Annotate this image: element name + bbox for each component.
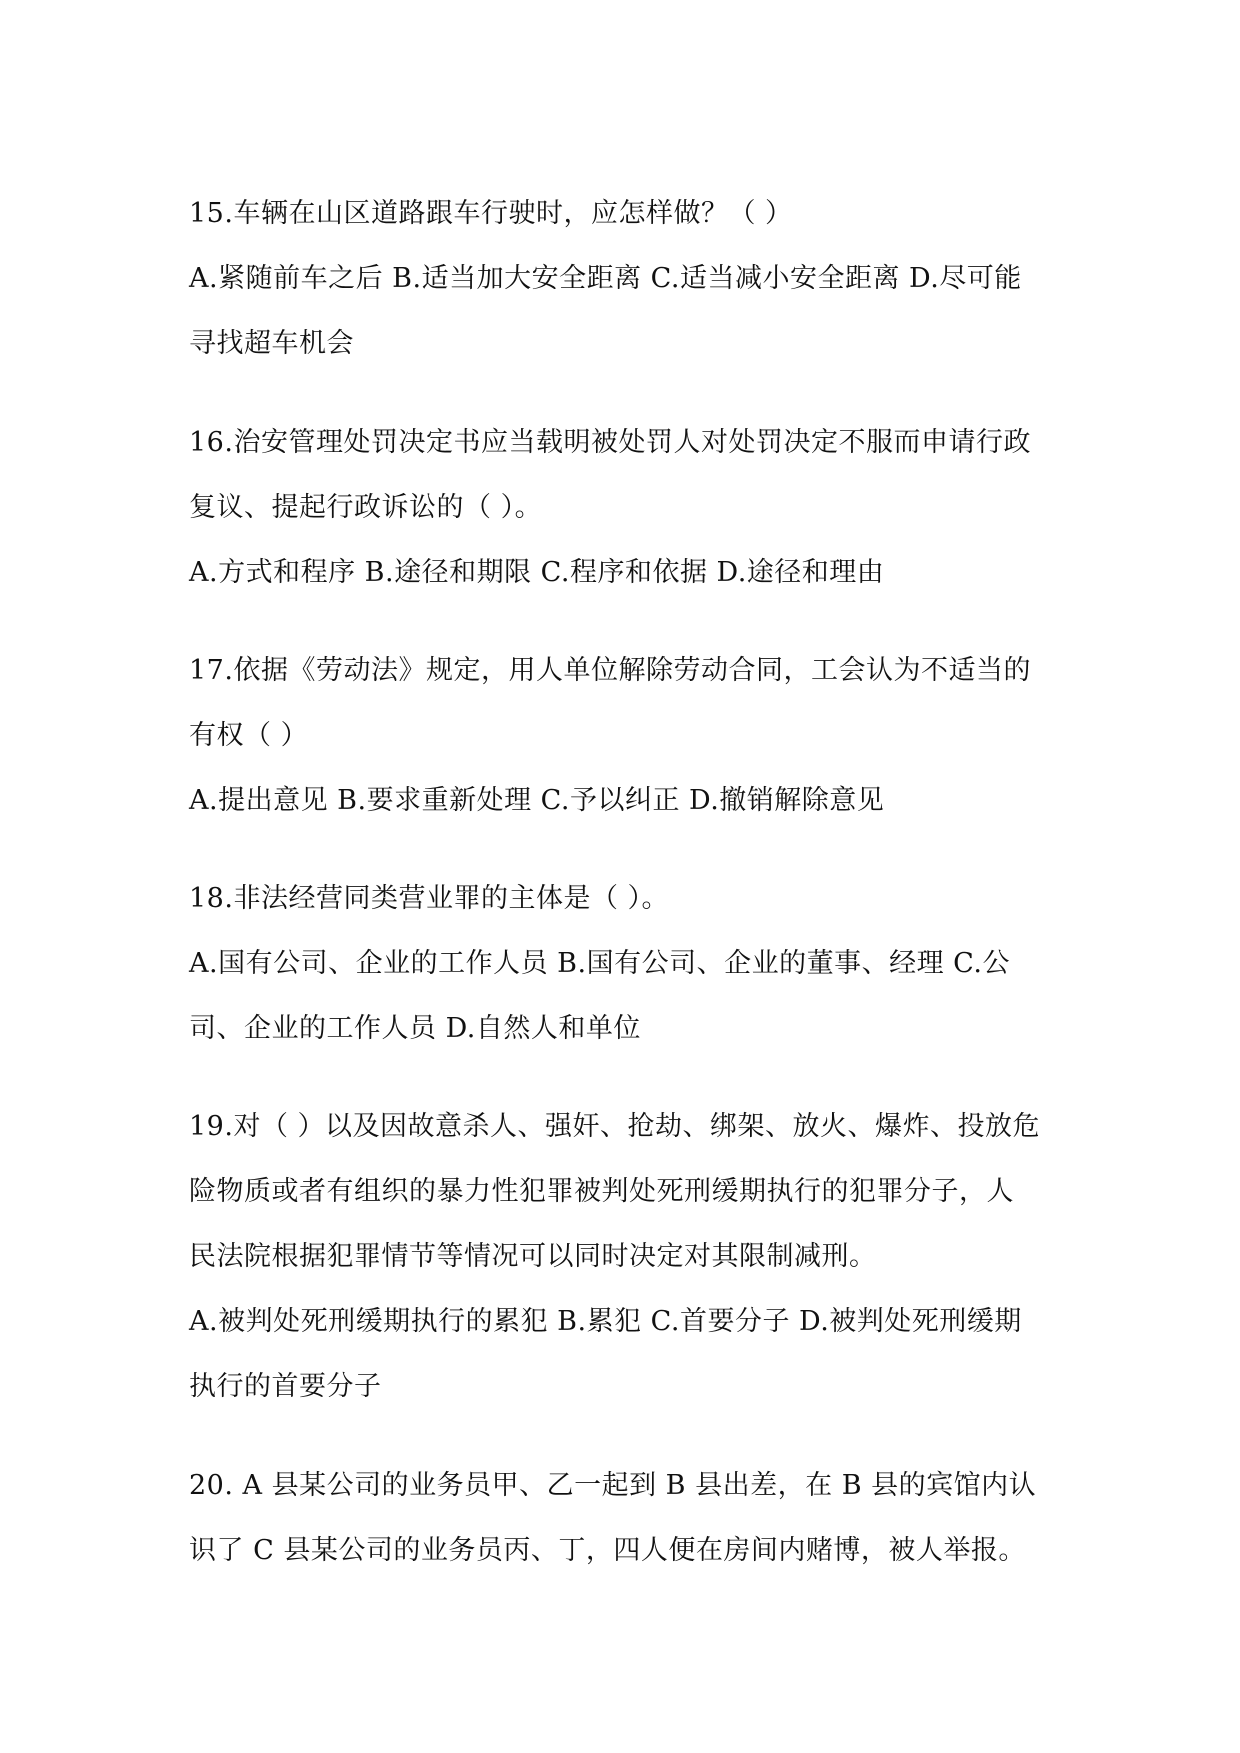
q19-options-line-2: 执行的首要分子 (189, 1371, 382, 1402)
q16-options-line-1: A.方式和程序 B.途径和期限 C.程序和依据 D.途径和理由 (189, 557, 885, 588)
q19-stem-line-1: 19.对（ ）以及因故意杀人、强奸、抢劫、绑架、放火、爆炸、投放危 (189, 1111, 1041, 1142)
q17-stem-line-2: 有权（ ） (189, 720, 309, 751)
q17-options-line-1: A.提出意见 B.要求重新处理 C.予以纠正 D.撤销解除意见 (189, 785, 885, 816)
q20-stem-line-1: 20. A 县某公司的业务员甲、乙一起到 B 县出差，在 B 县的宾馆内认 (189, 1470, 1037, 1501)
q15-options-line-2: 寻找超车机会 (189, 328, 354, 359)
q16-stem-line-2: 复议、提起行政诉讼的（ ）。 (189, 492, 543, 523)
q18-options-line-2: 司、企业的工作人员 D.自然人和单位 (189, 1013, 641, 1044)
q19-stem-line-2: 险物质或者有组织的暴力性犯罪被判处死刑缓期执行的犯罪分子，人 (189, 1176, 1014, 1207)
q20-stem-line-2: 识了 C 县某公司的业务员丙、丁，四人便在房间内赌博，被人举报。 (189, 1535, 1026, 1566)
q19-options-line-1: A.被判处死刑缓期执行的累犯 B.累犯 C.首要分子 D.被判处死刑缓期 (189, 1306, 1022, 1337)
q15-stem-line-1: 15.车辆在山区道路跟车行驶时，应怎样做？（ ） (189, 198, 793, 229)
q19-stem-line-3: 民法院根据犯罪情节等情况可以同时决定对其限制减刑。 (189, 1241, 877, 1272)
q16-stem-line-1: 16.治安管理处罚决定书应当载明被处罚人对处罚决定不服而申请行政 (189, 427, 1031, 458)
q18-stem-line-1: 18.非法经营同类营业罪的主体是（ ）。 (189, 883, 670, 914)
q18-options-line-1: A.国有公司、企业的工作人员 B.国有公司、企业的董事、经理 C.公 (189, 948, 1010, 979)
q17-stem-line-1: 17.依据《劳动法》规定，用人单位解除劳动合同，工会认为不适当的 (189, 655, 1031, 686)
q15-options-line-1: A.紧随前车之后 B.适当加大安全距离 C.适当减小安全距离 D.尽可能 (189, 263, 1022, 294)
